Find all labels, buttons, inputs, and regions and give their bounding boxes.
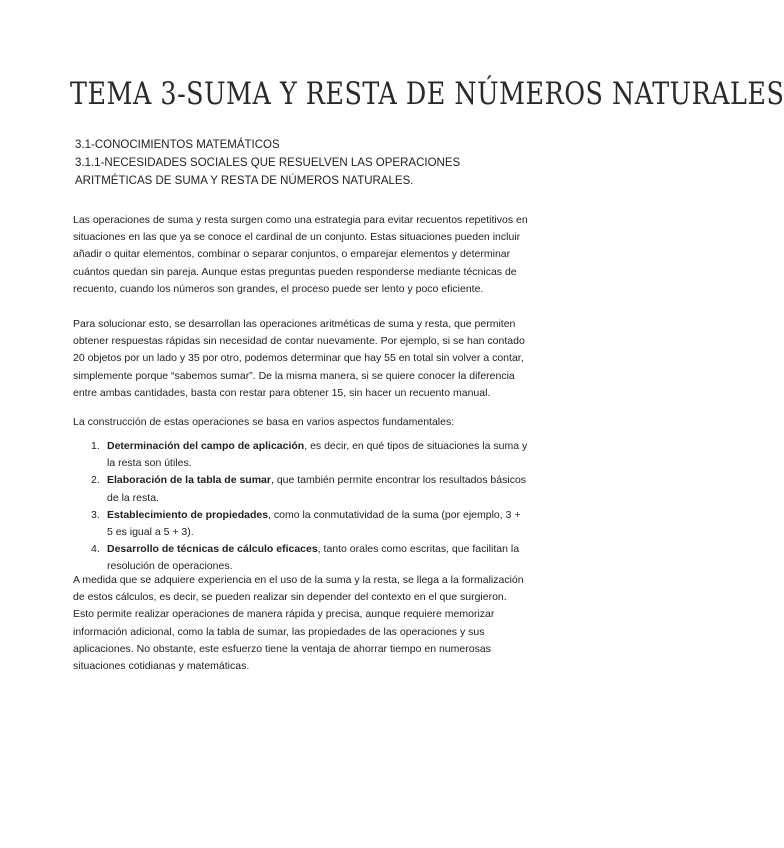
list-item-text: , es decir, en qué tipos de situaciones la suma y la resta son útiles. <box>107 440 528 470</box>
list-number: 1. <box>91 440 100 452</box>
list-number: 3. <box>91 508 100 521</box>
list-number: 4. <box>91 543 100 556</box>
subsection-heading: 3.1.1-NECESIDADES SOCIALES QUE RESUELVEN LAS OPERACIONES ARITMÉTICAS DE SUMA Y RESTA DE NÚMEROS NATURALES. <box>75 157 461 187</box>
page-title: TEMA 3-SUMA Y RESTA DE NÚMEROS NATURALES <box>70 76 784 112</box>
list-item-text: , tanto orales como escritas, que facilitan la resolución de operaciones. <box>107 543 520 573</box>
aspects-list <box>73 438 528 576</box>
list-item-bold: Desarrollo de técnicas de cálculo eficaces <box>107 543 318 556</box>
paragraph: A medida que se adquiere experiencia en el uso de la suma y la resta, se llega a la formalización de estos cálculos, es decir, se pueden realizar sin depender del contexto en el que surgieron. Esto permite realizar operaciones de manera rápida y precisa, aunque requiere memorizar información adicional, como la tabla de sumar, las propiedades de las operaciones y sus aplicaciones. No obstante, este esfuerzo tiene la ventaja de ahorrar tiempo en numerosas situaciones cotidianas y matemáticas. <box>73 574 524 673</box>
list-item-bold: Determinación del campo de aplicación <box>107 440 305 452</box>
list-item-bold: Elaboración de la tabla de sumar <box>107 474 271 487</box>
list-item <box>73 541 528 575</box>
paragraph: Las operaciones de suma y resta surgen como una estrategia para evitar recuentos repetitivos en situaciones en las que ya se conoce el cardinal de un conjunto. Estas situaciones pueden incluir añadir o quitar elementos, combinar o separar conjuntos, o emparejar elementos y determinar cuántos quedan sin pareja. Aunque estas preguntas pueden responderse mediante técnicas de recuento, cuando los números son grandes, el proceso puede ser lento y poco eficiente. <box>73 214 528 295</box>
paragraph: La construcción de estas operaciones se basa en varios aspectos fundamentales: <box>73 416 455 428</box>
list-number: 2. <box>91 474 100 487</box>
paragraph: Para solucionar esto, se desarrollan las operaciones aritméticas de suma y resta, que permiten obtener respuestas rápidas sin necesidad de contar nuevamente. Por ejemplo, si se han contado 20 objetos por un lado y 35 por otro, podemos determinar que hay 55 en total sin volver a contar, simplemente porque “sabemos sumar”. De la misma manera, si se quiere conocer la diferencia entre ambas cantidades, basta con restar para obtener 15, sin hacer un recuento manual. <box>73 318 525 399</box>
list-item <box>73 472 528 506</box>
list-item-text: , que también permite encontrar los resultados básicos de la resta. <box>107 474 527 504</box>
list-item <box>73 438 528 472</box>
list-item <box>73 507 528 541</box>
list-item-bold: Establecimiento de propiedades <box>107 508 269 521</box>
list-item-text: , como la conmutatividad de la suma (por ejemplo, 3 + 5 es igual a 5 + 3). <box>107 508 521 539</box>
section-heading: 3.1-CONOCIMIENTOS MATEMÁTICOS <box>75 139 280 151</box>
